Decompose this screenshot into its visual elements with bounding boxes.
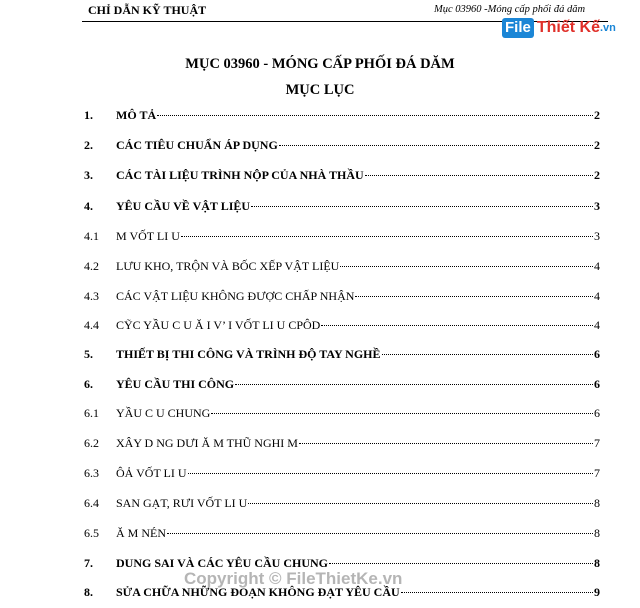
toc-entry[interactable] — [84, 229, 600, 245]
toc-entry[interactable] — [84, 347, 600, 363]
toc-entry[interactable] — [84, 259, 600, 275]
toc-entry-number: 6.5 — [84, 526, 99, 540]
toc-leader-dots — [157, 115, 593, 116]
toc-entry-number: 2. — [84, 138, 93, 152]
toc-entry-number: 3. — [84, 168, 93, 182]
toc-entry-label: SỬA CHỮA NHỮNG ĐOẠN KHÔNG ĐẠT YÊU CẦU — [116, 585, 400, 599]
toc-entry-page: 3 — [594, 199, 600, 213]
toc-entry-page: 8 — [594, 496, 600, 510]
toc-entry[interactable] — [84, 289, 600, 305]
toc-leader-dots — [355, 296, 593, 297]
toc-entry-page: 4 — [594, 318, 600, 332]
toc-leader-dots — [401, 592, 593, 593]
toc-entry-page: 4 — [594, 259, 600, 273]
toc-entry-page: 6 — [594, 406, 600, 420]
toc-entry-number: 4.3 — [84, 289, 99, 303]
toc-entry-number: 7. — [84, 556, 93, 570]
toc-leader-dots — [211, 413, 593, 414]
toc-entry[interactable] — [84, 436, 600, 452]
header-section-title: CHỈ DẪN KỸ THUẬT — [88, 3, 207, 17]
toc-entry[interactable] — [84, 496, 600, 512]
toc-entry-page: 2 — [594, 168, 600, 182]
toc-entry[interactable] — [84, 526, 600, 542]
toc-entry-label: CÁC VẬT LIỆU KHÔNG ĐƯỢC CHẤP NHẬN — [116, 289, 355, 303]
header-chapter-title: Mục 03960 -Móng cấp phối đá dăm — [434, 4, 586, 15]
toc-entry-page: 8 — [594, 526, 600, 540]
document-title: MỤC 03960 - MÓNG CẤP PHỐI ĐÁ DĂM — [185, 56, 455, 72]
toc-entry-number: 6.1 — [84, 406, 99, 420]
toc-entry-label: LƯU KHO, TRỘN VÀ BỐC XẾP VẬT LIỆU — [116, 259, 340, 273]
toc-entry[interactable] — [84, 108, 600, 124]
toc-leader-dots — [321, 325, 593, 326]
toc-leader-dots — [365, 175, 593, 176]
toc-entry[interactable] — [84, 199, 600, 215]
toc-entry-page: 8 — [594, 556, 600, 570]
toc-entry-number: 4.2 — [84, 259, 99, 273]
toc-entry-label: DUNG SAI VÀ CÁC YÊU CẦU CHUNG — [116, 556, 329, 570]
toc-leader-dots — [329, 563, 593, 564]
toc-entry-label: YÊU CẦU VỀ VẬT LIỆU — [116, 199, 251, 213]
logo-suffix: .vn — [599, 22, 616, 34]
toc-entry-number: 5. — [84, 347, 93, 361]
toc-leader-dots — [235, 384, 593, 385]
toc-entry-label: CÁC TIÊU CHUẨN ÁP DỤNG — [116, 138, 278, 152]
toc-entry-label: YÊU CẦU THI CÔNG — [116, 377, 235, 391]
toc-entry-page: 2 — [594, 108, 600, 122]
toc-entry-page: 2 — [594, 138, 600, 152]
toc-entry-number: 6. — [84, 377, 93, 391]
toc-entry-label: M VỐT LI U — [116, 229, 180, 243]
toc-leader-dots — [248, 503, 593, 504]
toc-entry-page: 4 — [594, 289, 600, 303]
toc-leader-dots — [181, 236, 593, 237]
toc-entry-label: SAN GẠT, RƯI VỐT LI U — [116, 496, 248, 510]
site-logo — [502, 18, 616, 38]
toc-entry[interactable] — [84, 138, 600, 154]
toc-entry-label: CÁC TÀI LIỆU TRÌNH NỘP CỦA NHÀ THẦU — [116, 168, 364, 182]
toc-entry-label: CỸC YẦU C U Ă I V’ I VỐT LI U CPÔD — [116, 318, 321, 332]
toc-entry-page: 9 — [594, 585, 600, 599]
toc-entry-page: 7 — [594, 436, 600, 450]
toc-heading: MỤC LỤC — [285, 82, 355, 98]
toc-entry-label: XÂY D NG DƯI Ă M THŨ NGHI M — [116, 436, 298, 450]
toc-entry-page: 6 — [594, 377, 600, 391]
logo-text: Thiết Kế — [536, 19, 600, 36]
toc-leader-dots — [299, 443, 593, 444]
toc-entry-number: 6.3 — [84, 466, 99, 480]
toc-entry-number: 4. — [84, 199, 93, 213]
toc-leader-dots — [340, 266, 593, 267]
toc-entry[interactable] — [84, 168, 600, 184]
toc-entry-number: 6.4 — [84, 496, 99, 510]
toc-entry[interactable] — [84, 466, 600, 482]
toc-entry-number: 8. — [84, 585, 93, 599]
toc-entry-number: 6.2 — [84, 436, 99, 450]
toc-entry[interactable] — [84, 406, 600, 422]
toc-entry-label: THIẾT BỊ THI CÔNG VÀ TRÌNH ĐỘ TAY NGHỀ — [116, 347, 381, 361]
toc-leader-dots — [279, 145, 593, 146]
toc-entry-label: ÔẢ VỐT LI U — [116, 466, 187, 480]
toc-entry-number: 1. — [84, 108, 93, 122]
toc-leader-dots — [188, 473, 593, 474]
toc-entry-page: 7 — [594, 466, 600, 480]
toc-leader-dots — [251, 206, 593, 207]
toc-entry-label: Ă M NÉN — [116, 526, 166, 540]
toc-entry-label: MÔ TẢ — [116, 108, 157, 122]
toc-leader-dots — [167, 533, 593, 534]
toc-entry-number: 4.4 — [84, 318, 99, 332]
toc-entry-label: YẦU C U CHUNG — [116, 406, 211, 420]
toc-entry[interactable] — [84, 377, 600, 393]
toc-leader-dots — [382, 354, 593, 355]
logo-file-box: File — [502, 18, 534, 38]
toc-entry-page: 3 — [594, 229, 600, 243]
toc-entry[interactable] — [84, 318, 600, 334]
copyright-watermark: Copyright © FileThietKe.vn — [184, 569, 403, 588]
toc-entry-number: 4.1 — [84, 229, 99, 243]
toc-entry-page: 6 — [594, 347, 600, 361]
